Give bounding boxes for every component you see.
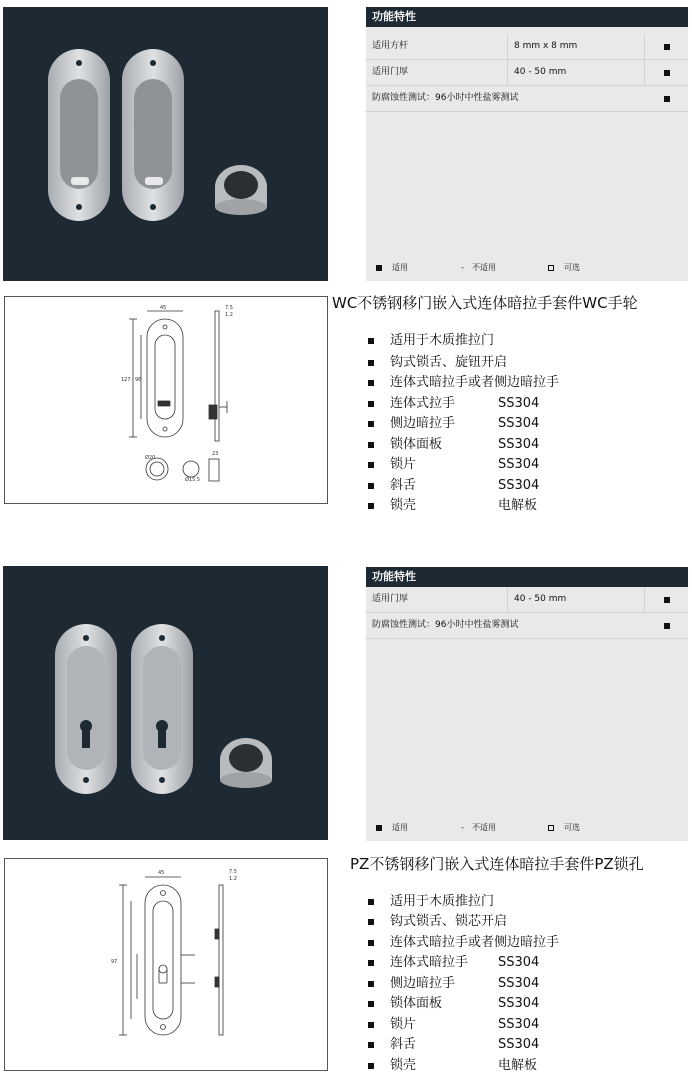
spec-row — [366, 60, 688, 86]
dim-label: 45 — [158, 870, 165, 876]
dim-label: Ø15.5 — [185, 477, 201, 483]
wc-dimension-drawing — [5, 297, 327, 503]
applicable-legend-icon — [376, 825, 382, 831]
pz-dimension-drawing — [5, 859, 327, 1070]
bullet-icon — [368, 421, 374, 427]
spec-value: 40 - 50 mm — [514, 594, 567, 604]
product-title-pz: PZ不锈钢移门嵌入式连体暗拉手套件PZ锁孔 — [350, 855, 644, 873]
spec-label: 防腐蚀性测试：96小时中性盐雾测试 — [372, 620, 519, 630]
optional-legend-icon — [548, 265, 554, 271]
bullet-icon — [368, 960, 374, 966]
spec-label: 防腐蚀性测试：96小时中性盐雾测试 — [372, 93, 519, 103]
dim-label: 1.2 — [229, 876, 237, 882]
dim-label: 45 — [160, 305, 167, 311]
bullet-icon — [368, 380, 374, 386]
dim-label: Ø20 — [145, 455, 156, 461]
applicable-marker-icon — [664, 96, 670, 102]
bullet-icon — [368, 462, 374, 468]
spec-row — [366, 34, 688, 60]
bullet-icon — [368, 1001, 374, 1007]
bullet-icon — [368, 1042, 374, 1048]
spec-table-pz — [366, 567, 688, 841]
spec-header: 功能特性 — [366, 7, 688, 27]
technical-drawing-wc — [4, 296, 328, 504]
technical-drawing-pz — [4, 858, 328, 1071]
legend-optional: 可选 — [564, 263, 580, 272]
divider — [644, 34, 645, 59]
product-title-wc: WC不锈钢移门嵌入式连体暗拉手套件WC手轮 — [332, 294, 638, 312]
legend-applicable: 适用 — [392, 823, 408, 832]
spec-label: 适用方杆 — [372, 41, 409, 51]
product-photo-wc — [3, 7, 328, 281]
spec-row — [366, 613, 688, 639]
bullet-icon — [368, 1022, 374, 1028]
spec-label: 适用门厚 — [372, 594, 409, 604]
spec-value: 8 mm x 8 mm — [514, 41, 578, 51]
bullet-icon — [368, 1063, 374, 1069]
dim-label: 1.2 — [225, 312, 233, 318]
bullet-icon — [368, 483, 374, 489]
spec-table-wc — [366, 7, 688, 281]
divider — [644, 60, 645, 85]
applicable-marker-icon — [664, 623, 670, 629]
spec-label: 适用门厚 — [372, 67, 409, 77]
bullet-icon — [368, 940, 374, 946]
legend — [366, 259, 688, 277]
bullet-icon — [368, 338, 374, 344]
optional-legend-icon — [548, 825, 554, 831]
bullet-icon — [368, 442, 374, 448]
bullet-icon — [368, 899, 374, 905]
legend — [366, 819, 688, 837]
dim-label: 127 — [121, 377, 131, 383]
legend-not-applicable: 不适用 — [472, 823, 496, 832]
wc-handle-illustration — [3, 7, 328, 281]
legend-applicable: 适用 — [392, 263, 408, 272]
spec-value: 40 - 50 mm — [514, 67, 567, 77]
bullet-icon — [368, 401, 374, 407]
bullet-icon — [368, 360, 374, 366]
product-photo-pz — [3, 566, 328, 840]
applicable-marker-icon — [664, 597, 670, 603]
applicable-marker-icon — [664, 70, 670, 76]
dim-label: 97 — [111, 959, 118, 965]
applicable-legend-icon — [376, 265, 382, 271]
spec-row — [366, 86, 688, 112]
spec-header: 功能特性 — [366, 567, 688, 587]
dim-label: 96 — [135, 377, 142, 383]
dim-label: 7.5 — [225, 305, 233, 311]
legend-optional: 可选 — [564, 823, 580, 832]
divider — [507, 60, 508, 85]
spec-row — [366, 587, 688, 613]
divider — [507, 587, 508, 612]
legend-dash-icon: - — [461, 823, 464, 832]
legend-not-applicable: 不适用 — [472, 263, 496, 272]
divider — [507, 34, 508, 59]
bullet-icon — [368, 503, 374, 509]
bullet-icon — [368, 981, 374, 987]
legend-dash-icon: - — [461, 263, 464, 272]
dim-label: 7.5 — [229, 869, 237, 875]
applicable-marker-icon — [664, 44, 670, 50]
divider — [644, 587, 645, 612]
pz-handle-illustration — [3, 566, 328, 840]
dim-label: 23 — [212, 451, 219, 457]
bullet-icon — [368, 919, 374, 925]
